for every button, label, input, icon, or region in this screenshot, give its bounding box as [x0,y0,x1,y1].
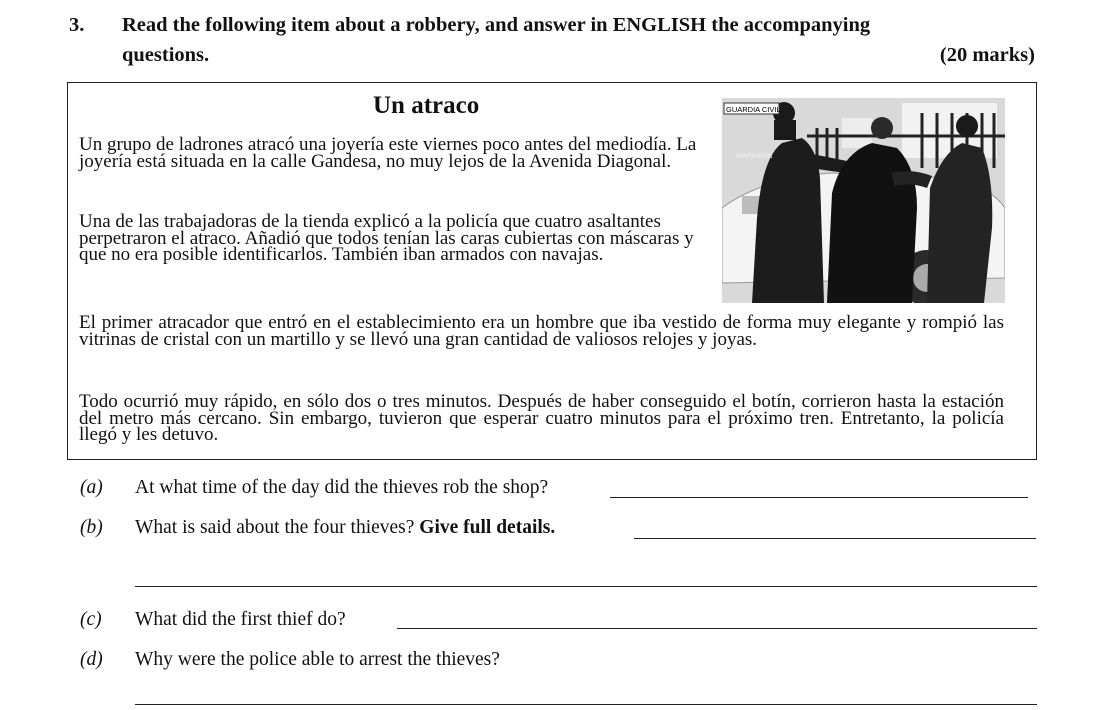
answer-line-c[interactable] [397,628,1037,629]
article-paragraph-4: Todo ocurrió muy rápido, en sólo dos o tres minutos. Después de haber conseguido el botín, corrieron hasta la estación del metro más cercano. Sin embargo, tuvieron que esperar cuatro minutos para el próximo tren. Entretanto, la policía llegó y les detuvo. [79,391,1004,445]
question-a-label: (a) [80,477,103,498]
question-instruction-line2: questions. [122,44,210,66]
answer-line-d[interactable] [135,704,1037,705]
question-b-emphasis: Give full details. [419,517,556,538]
arrest-photo [722,98,1005,303]
answer-line-b1[interactable] [634,538,1036,539]
question-c-label: (c) [80,609,102,630]
question-d-label: (d) [80,649,103,670]
photo-vest-text: MINTERIOR [736,153,773,160]
question-b-label: (b) [80,517,103,538]
question-a [80,476,1040,502]
question-instruction-line1: Read the following item about a robbery, and answer in ENGLISH the accompanying [122,14,871,36]
question-marks: (20 marks) [939,44,1035,66]
article-paragraph-3: El primer atracador que entró en el establecimiento era un hombre que iba vestido de forma muy elegante y rompió las vitrinas de cristal con un martillo y se llevó una gran cantidad de valiosos relojes y joyas. [79,312,1004,350]
article-box [67,82,1037,460]
article-paragraph-2: Una de las trabajadoras de la tienda explicó a la policía que cuatro asaltantes perpetraron el atraco. Añadió que todos tenían las caras cubiertas con máscaras y que no era posible identificarlos. También iban armados con navajas. [79,211,694,265]
question-c [80,608,1040,634]
article-paragraph-1: Un grupo de ladrones atracó una joyería este viernes poco antes del mediodía. La joyería está situada en la calle Gandesa, no muy lejos de la Avenida Diagonal. [79,134,697,172]
question-d [80,648,1040,674]
question-d-text: Why were the police able to arrest the thieves? [135,649,500,670]
article-title: Un atraco [373,92,480,119]
question-a-text: At what time of the day did the thieves rob the shop? [135,477,549,498]
answer-line-a[interactable] [610,497,1028,498]
answer-line-b2[interactable] [135,586,1037,587]
question-c-text: What did the first thief do? [135,609,346,630]
photo-badge-text: GUARDIA CIVIL [726,105,781,114]
question-b-text: What is said about the four thieves? Give full details. [135,517,556,538]
question-number: 3. [69,14,85,36]
